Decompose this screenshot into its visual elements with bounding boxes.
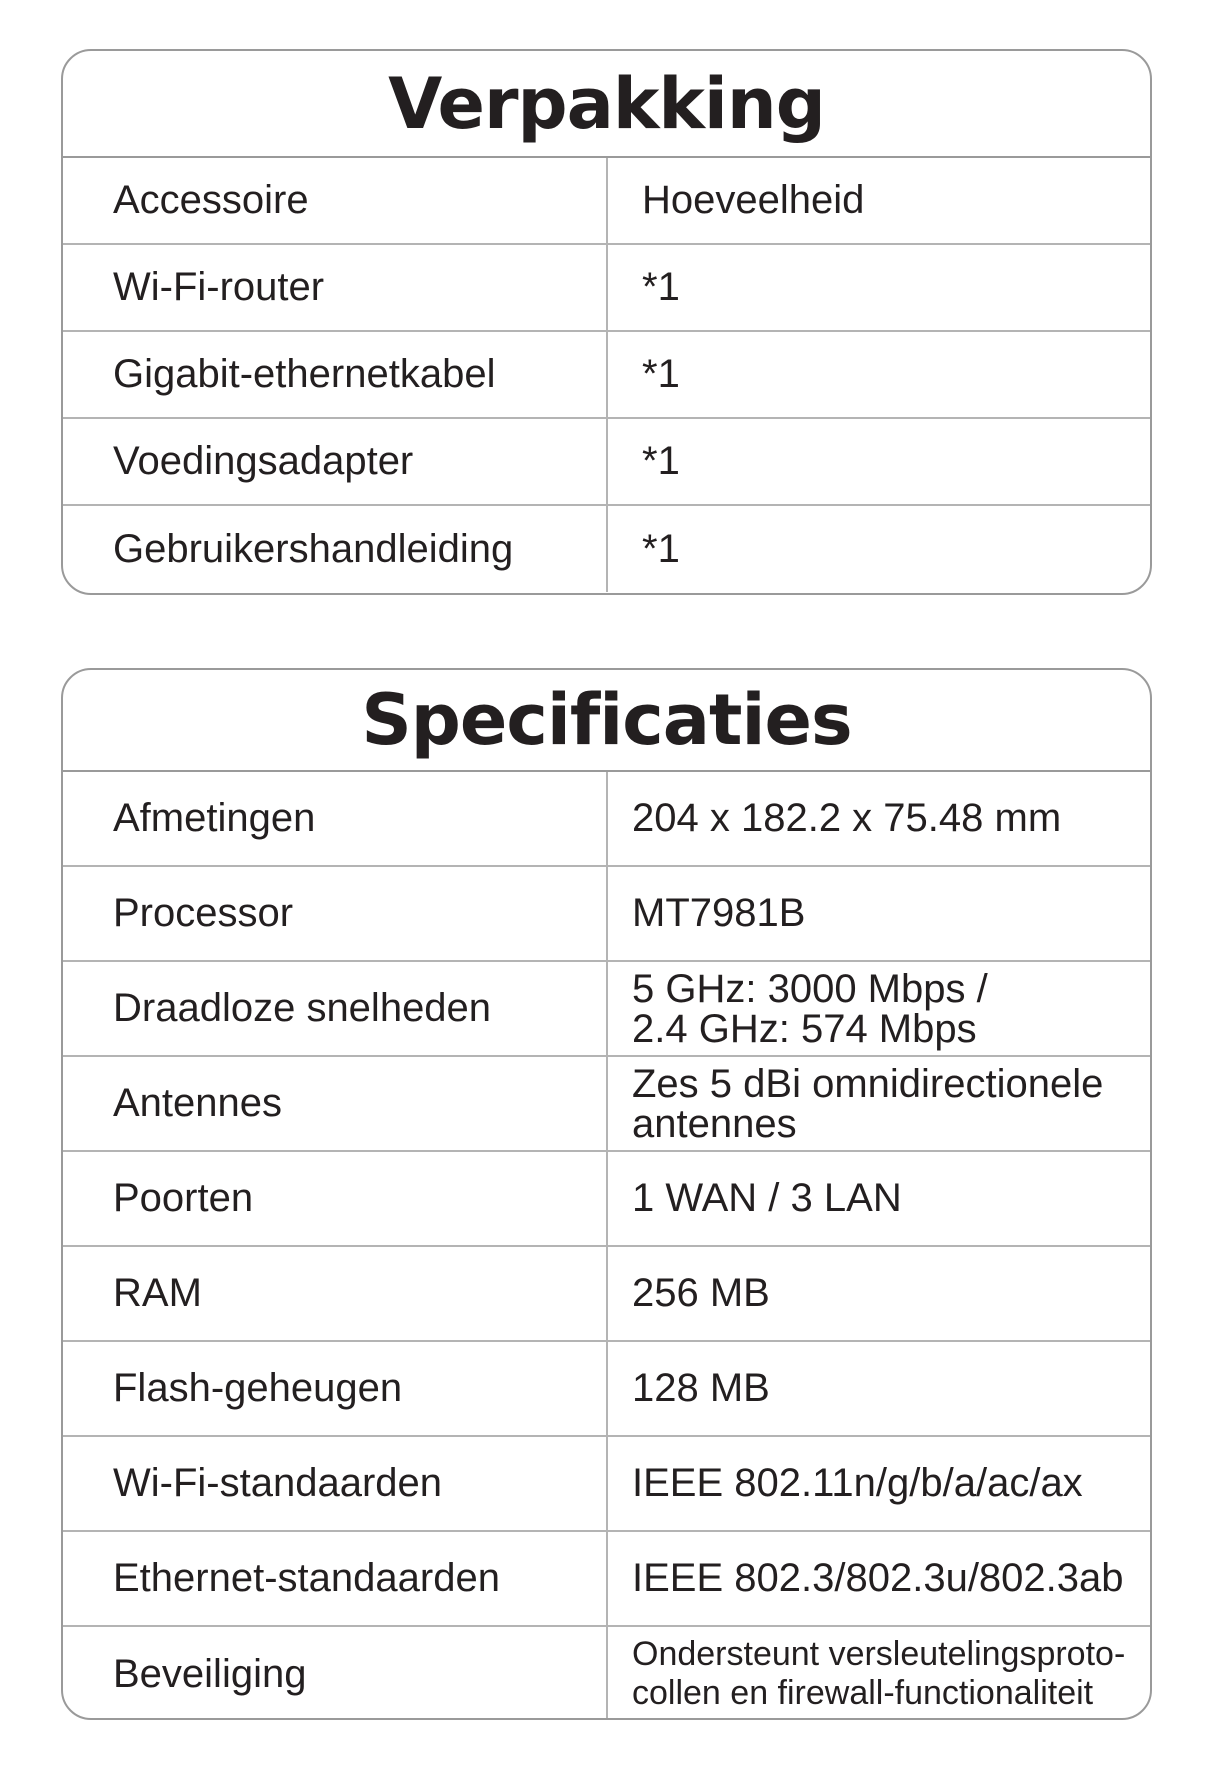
row-value-line: 5 GHz: 3000 Mbps /: [632, 966, 988, 1011]
row-label: Beveiliging: [63, 1627, 608, 1720]
row-value-line: Ondersteunt versleutelingsproto-: [632, 1635, 1126, 1673]
table-row: [63, 245, 1150, 332]
row-value: 256 MB: [632, 1271, 770, 1315]
row-value: *1: [642, 526, 680, 571]
row-label: Processor: [63, 867, 608, 960]
row-label: RAM: [63, 1247, 608, 1340]
table-row: [63, 1627, 1150, 1720]
row-value-line: antennes: [632, 1101, 797, 1146]
table-row: [63, 332, 1150, 419]
row-value: MT7981B: [632, 891, 806, 935]
table-row: [63, 1247, 1150, 1342]
table-row: [63, 506, 1150, 592]
row-label: Wi-Fi-standaarden: [63, 1437, 608, 1530]
packaging-title: Verpakking: [63, 51, 1150, 158]
row-value: [608, 1627, 1150, 1720]
row-value: [608, 962, 1150, 1055]
row-value-line: Zes 5 dBi omnidirectionele: [632, 1061, 1104, 1106]
packaging-table: [61, 49, 1152, 595]
specifications-table: [61, 668, 1152, 1720]
row-value: 1 WAN / 3 LAN: [632, 1176, 902, 1220]
table-row: [63, 1152, 1150, 1247]
row-value-line: 2.4 GHz: 574 Mbps: [632, 1006, 977, 1051]
table-row: [63, 867, 1150, 962]
row-label: Voedingsadapter: [63, 419, 608, 504]
row-value: *1: [642, 352, 680, 396]
table-row: [63, 419, 1150, 506]
row-label: Antennes: [63, 1057, 608, 1150]
row-label: Gebruikershandleiding: [63, 506, 608, 592]
table-row: [63, 1437, 1150, 1532]
row-value: Hoeveelheid: [642, 178, 865, 222]
row-label: Afmetingen: [63, 772, 608, 865]
table-row: [63, 1532, 1150, 1627]
row-label: Flash-geheugen: [63, 1342, 608, 1435]
row-label: Accessoire: [63, 158, 608, 243]
row-label: Gigabit-ethernetkabel: [63, 332, 608, 417]
row-value: IEEE 802.11n/g/b/a/ac/ax: [632, 1461, 1083, 1505]
row-value: *1: [642, 439, 680, 483]
row-value-line: collen en firewall-functionaliteit: [632, 1674, 1094, 1712]
row-label: Wi-Fi-router: [63, 245, 608, 330]
table-row: [63, 1057, 1150, 1152]
table-row: [63, 772, 1150, 867]
row-value: IEEE 802.3/802.3u/802.3ab: [632, 1556, 1124, 1600]
row-label: Draadloze snelheden: [63, 962, 608, 1055]
row-value: 204 x 182.2 x 75.48 mm: [632, 796, 1062, 840]
row-value: 128 MB: [632, 1366, 770, 1410]
row-label: Ethernet-standaarden: [63, 1532, 608, 1625]
row-label: Poorten: [63, 1152, 608, 1245]
specifications-title: Specificaties: [63, 670, 1150, 772]
table-row: [63, 1342, 1150, 1437]
row-value: [608, 1057, 1150, 1150]
row-value: *1: [642, 265, 680, 309]
table-row: [63, 962, 1150, 1057]
table-row: [63, 158, 1150, 245]
